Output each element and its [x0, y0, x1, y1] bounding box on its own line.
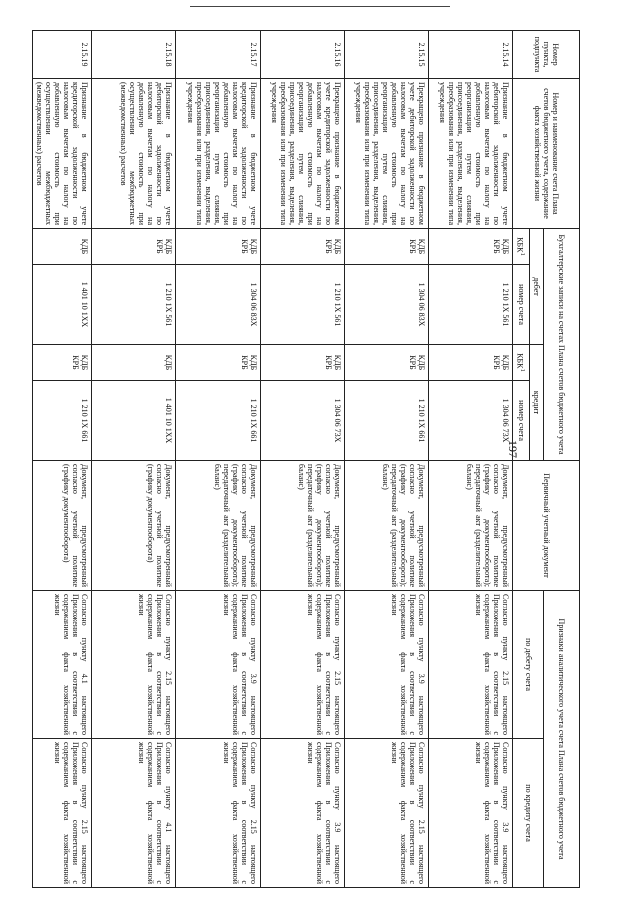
row-analytic-debit: Согласно пункту 3.9 настоящего Приложения в соответствии с содержанием факта хозяйственной жизни	[344, 591, 428, 739]
accounting-entries-table	[32, 30, 580, 888]
page-number: 197	[506, 440, 520, 458]
row-debit-account: 1 304 06 83Х	[176, 265, 260, 345]
row-doc: Документ, предусмотренный согласно учетной политике (графику документооборота); передаточный акт (разделительный баланс)	[344, 461, 428, 591]
header-analytic: Признаки аналитического учета счета Плана счетов бюджетного учета	[544, 591, 580, 888]
row-doc: Документ, предусмотренный согласно учетной политике (графику документооборота); передаточный акт (разделительный баланс)	[260, 461, 344, 591]
rotated-table-container	[32, 30, 580, 887]
header-by-debit: по дебету счета	[513, 591, 544, 739]
row-debit-kbk: КДБ КРБ	[344, 229, 428, 265]
row-debit-kbk: КДБ КРБ	[260, 229, 344, 265]
row-analytic-credit: Согласно пункту 2.15 настоящего Приложения в соответствии с содержанием факта хозяйственной жизни	[344, 739, 428, 888]
row-credit-kbk: КДБ	[92, 345, 176, 381]
row-num: 2.15.15	[344, 31, 428, 79]
row-content: Признание в бюджетном учете дебиторской задолженности по налоговым вычетам по налогу на добавленную стоимость при осуществлении межбюджетных (межведомственных) расчетов	[92, 79, 176, 229]
row-num: 2.15.17	[176, 31, 260, 79]
row-num: 2.15.19	[33, 31, 92, 79]
header-account-name: Номер и наименование счета Плана счетов бюджетного учета, содержание факта хозяйственной жизни	[513, 79, 580, 229]
row-credit-kbk: КДБ КРБ	[344, 345, 428, 381]
row-analytic-debit: Согласно пункту 3.9 настоящего Приложения в соответствии с содержанием факта хозяйственной жизни	[176, 591, 260, 739]
row-analytic-credit: Согласно пункту 3.9 настоящего Приложения в соответствии с содержанием факта хозяйственной жизни	[260, 739, 344, 888]
top-rule	[190, 6, 450, 7]
row-debit-account: 1 210 1Х 561	[429, 265, 513, 345]
header-debit-kbk: КБК$^1$	[513, 229, 530, 265]
row-credit-kbk: КДБ КРБ	[33, 345, 92, 381]
header-credit: кредит	[530, 345, 544, 461]
row-credit-kbk: КДБ КРБ	[260, 345, 344, 381]
table-row	[176, 31, 260, 888]
row-credit-kbk: КДБ КРБ	[176, 345, 260, 381]
row-doc: Документ, предусмотренный согласно учетной политике (графику документооборота); передаточный акт (разделительный баланс)	[429, 461, 513, 591]
row-debit-kbk: КДБ КРБ	[92, 229, 176, 265]
row-num: 2.15.14	[429, 31, 513, 79]
row-analytic-debit: Согласно пункту 4.1 настоящего Приложения в соответствии с содержанием факта хозяйственной жизни	[33, 591, 92, 739]
row-analytic-credit: Согласно пункту 2.15 настоящего Приложения в соответствии с содержанием факта хозяйственной жизни	[33, 739, 92, 888]
row-num: 2.15.18	[92, 31, 176, 79]
row-debit-account: 1 210 1Х 561	[260, 265, 344, 345]
row-credit-account: 1 210 1Х 661	[176, 381, 260, 461]
row-credit-account: 1 210 1Х 661	[33, 381, 92, 461]
row-credit-account: 1 304 06 73Х	[429, 381, 513, 461]
row-analytic-debit: Согласно пункту 2.15 настоящего Приложения в соответствии с содержанием факта хозяйственной жизни	[429, 591, 513, 739]
row-doc: Документ, предусмотренный согласно учетной политике (графику документооборота)	[92, 461, 176, 591]
row-analytic-credit: Согласно пункту 3.9 настоящего Приложения в соответствии с содержанием факта хозяйственной жизни	[429, 739, 513, 888]
header-primary-doc: Первичный учетный документ	[513, 461, 580, 591]
header-num: Номер пункта, подпункта	[513, 31, 580, 79]
table-row	[429, 31, 513, 888]
row-debit-kbk: КДБ КРБ	[176, 229, 260, 265]
row-analytic-debit: Согласно пункту 2.15 настоящего Приложения в соответствии с содержанием факта хозяйственной жизни	[260, 591, 344, 739]
header-debit-account: номер счета	[513, 265, 530, 345]
row-debit-account: 1 401 10 1ХХ	[33, 265, 92, 345]
row-doc: Документ, предусмотренный согласно учетной политике (графику документооборота); передаточный акт (разделительный баланс)	[176, 461, 260, 591]
row-content: Признание в бюджетном учете кредиторской задолженности по налоговым вычетам по налогу на добавленную стоимость при осуществлении межбюджетных (межведомственных) расчетов	[33, 79, 92, 229]
row-credit-account: 1 401 10 1ХХ	[92, 381, 176, 461]
row-debit-account: 1 210 1Х 561	[92, 265, 176, 345]
row-credit-account: 1 210 1Х 661	[344, 381, 428, 461]
row-debit-kbk: КДБ КРБ	[429, 229, 513, 265]
header-debit: дебет	[530, 229, 544, 345]
header-entries: Бухгалтерские записи на счетах Плана счетов бюджетного учета	[544, 229, 580, 461]
row-debit-account: 1 304 06 83Х	[344, 265, 428, 345]
table-row	[33, 31, 92, 888]
header-credit-account: номер счета	[513, 381, 530, 461]
header-credit-kbk: КБК$^1$	[513, 345, 530, 381]
row-credit-account: 1 304 06 73Х	[260, 381, 344, 461]
table-row	[344, 31, 428, 888]
table-row	[260, 31, 344, 888]
row-content: Признание в бюджетном учете дебиторской задолженности по налоговым вычетам по налогу на добавленную стоимость при реорганизации путем слияния, присоединения, разделения, выделения, преобразования или при изменении типа учреждения	[429, 79, 513, 229]
row-content: Признание в бюджетном учете кредиторской задолженности по налоговым вычетам по налогу на добавленную стоимость при реорганизации путем слияния, присоединения, разделения, выделения, преобразования или при изменении типа учреждения	[176, 79, 260, 229]
row-num: 2.15.16	[260, 31, 344, 79]
row-content: Прекращено признание в бюджетном учете кредиторской задолженности по налоговым вычетам по налогу на добавленную стоимость при реорганизации путем слияния, присоединения, разделения, выделения, преобразования или при изменении типа учреждения	[260, 79, 344, 229]
row-content: Прекращено признание в бюджетном учете дебиторской задолженности по налоговым вычетам по налогу на добавленную стоимость при реорганизации путем слияния, присоединения, разделения, выделения, преобразования или при изменении типа учреждения	[344, 79, 428, 229]
table-row	[92, 31, 176, 888]
row-analytic-credit: Согласно пункту 2.15 настоящего Приложения в соответствии с содержанием факта хозяйственной жизни	[176, 739, 260, 888]
row-analytic-credit: Согласно пункту 4.1 настоящего Приложения в соответствии с содержанием факта хозяйственной жизни	[92, 739, 176, 888]
row-debit-kbk: КДБ	[33, 229, 92, 265]
row-doc: Документ, предусмотренный согласно учетной политике (графику документооборота)	[33, 461, 92, 591]
header-by-credit: по кредиту счета	[513, 739, 544, 888]
row-analytic-debit: Согласно пункту 2.15 настоящего Приложения в соответствии с содержанием факта хозяйственной жизни	[92, 591, 176, 739]
row-credit-kbk: КДБ КРБ	[429, 345, 513, 381]
